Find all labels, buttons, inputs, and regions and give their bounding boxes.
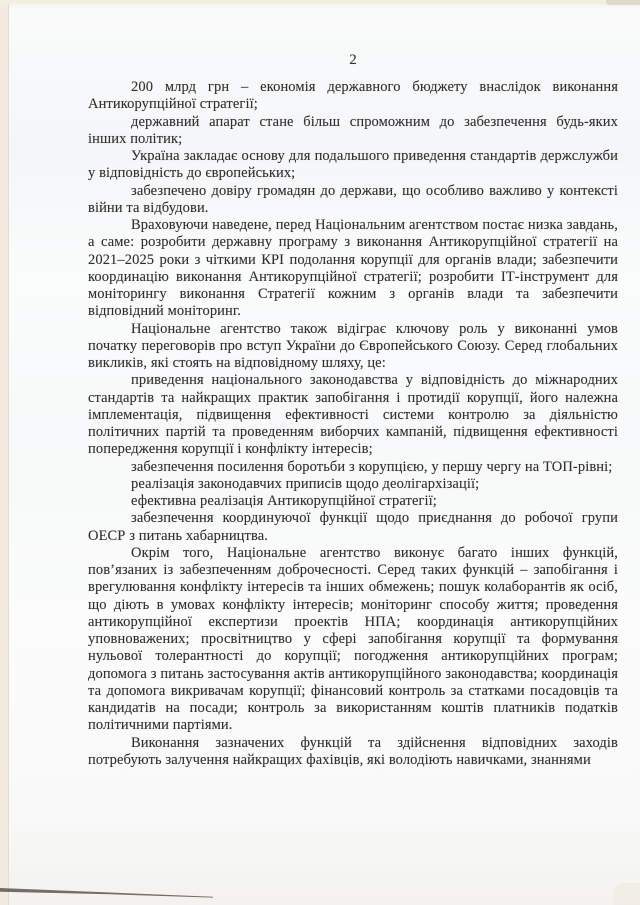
paragraph: приведення національного законодавства у відповідність до міжнародних стандартів та найкращих практик запобігання і протидії корупції, його належна імплементація, підвищення ефективності системи контролю за діяльністю політичних партій та проведенням виборчих кампаній, підвищення ефективності попередження корупції і конфлікту інтересів; <box>88 372 618 458</box>
document-body <box>88 79 618 769</box>
scan-smudge-top-right <box>606 0 640 5</box>
scan-smudge-bottom-right <box>614 883 640 905</box>
paragraph: забезпечено довіру громадян до держави, що особливо важливо у контексті війни та відбудови. <box>88 182 618 216</box>
paragraph: Окрім того, Національне агентство виконує багато інших функцій, пов’язаних із забезпеченням доброчесності. Серед таких функцій – запобігання і врегулювання конфлікту інтересів та інших обмежень; пошук колаборантів як осіб, що діють в умовах конфлікту інтересів; моніторинг способу життя; проведення антикорупційної експертизи проектів НПА; координація антикорупційних уповноважених; просвітництво у сфері запобігання корупції та формування нульової толерантності до корупції; погодження антикорупційних програм; допомога з питань застосування актів антикорупційного законодавства; координація та допомога викривачам корупції; фінансовий контроль за статками посадовців та кандидатів на посади; контроль за використанням коштів платників податків політичними партіями. <box>88 544 618 734</box>
paragraph: забезпечення координуючої функції щодо приєднання до робочої групи ОЕСР з питань хабарництва. <box>88 510 618 544</box>
paragraph: Національне агентство також відіграє ключову роль у виконанні умов початку переговорів про вступ України до Європейського Союзу. Серед глобальних викликів, які стоять на відповідному шляху, це: <box>88 320 618 371</box>
paragraph: 200 млрд грн – економія державного бюджету внаслідок виконання Антикорупційної стратегії; <box>88 79 618 113</box>
scan-edge-top <box>0 0 640 4</box>
paragraph: забезпечення посилення боротьби з корупцією, у першу чергу на ТОП-рівні; <box>131 458 613 475</box>
paragraph: державний апарат стане більш спроможним до забезпечення будь-яких інших політик; <box>88 113 618 147</box>
page-number: 2 <box>349 52 357 68</box>
paragraph: Виконання зазначених функцій та здійснення відповідних заходів потребують залучення найкращих фахівців, які володіють навичками, знаннями <box>88 734 618 768</box>
paragraph: ефективна реалізація Антикорупційної стратегії; <box>131 493 437 509</box>
paragraph: Україна закладає основу для подальшого приведення стандартів держслужби у відповідність до європейських; <box>88 148 618 182</box>
scan-edge-left <box>0 0 9 905</box>
paragraph: реалізація законодавчих приписів щодо деолігархізації; <box>131 475 480 492</box>
paragraph: Враховуючи наведене, перед Національним агентством постає низка завдань, а саме: розробити державну програму з виконання Антикорупційної стратегії на 2021–2025 роки з чіткими КРІ подолання корупції для органів влади; забезпечити координацію виконання Антикорупційної стратегії; розробити ІТ-інструмент для моніторингу виконання Стратегії кожним з органів влади та забезпечити відповідний моніторинг. <box>88 217 618 320</box>
